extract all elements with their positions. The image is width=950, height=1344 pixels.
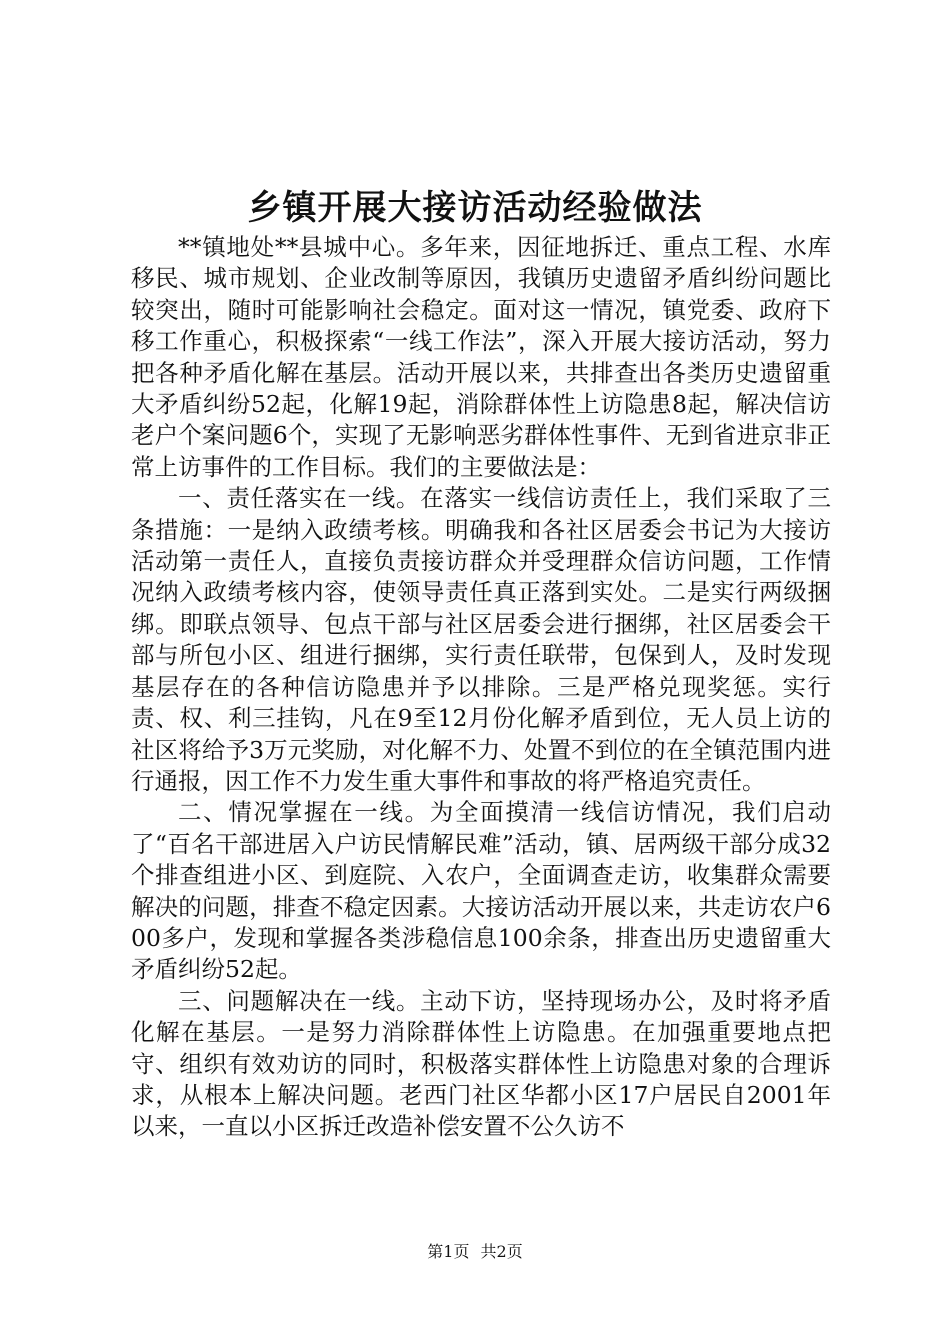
document-body <box>131 232 831 1143</box>
paragraph-problem-solving: 三、问题解决在一线。主动下访，坚持现场办公，及时将矛盾化解在基层。一是努力消除群体性上访隐患。在加强重要地点把守、组织有效劝访的同时，积极落实群体性上访隐患对象的合理诉求，从根本上解决问题。老西门社区华都小区17户居民自2001年以来，一直以小区拆迁改造补偿安置不公久访不 <box>131 986 831 1141</box>
page-number: 第1页 <box>427 1242 470 1261</box>
document-title: 乡镇开展大接访活动经验做法 <box>247 188 703 228</box>
paragraph-situation: 二、情况掌握在一线。为全面摸清一线信访情况，我们启动了“百名干部进居入户访民情解民难”活动，镇、居两级干部分成32个排查组进小区、到庭院、入农户，全面调查走访，收集群众需要解决的问题，排查不稳定因素。大接访活动开展以来，共走访农户600多户，发现和掌握各类涉稳信息100余条，排查出历史遗留重大矛盾纠纷52起。 <box>131 798 831 984</box>
page-footer <box>0 1240 950 1264</box>
page-total: 共2页 <box>480 1242 523 1261</box>
paragraph-intro: **镇地处**县城中心。多年来，因征地拆迁、重点工程、水库移民、城市规划、企业改制等原因，我镇历史遗留矛盾纠纷问题比较突出，随时可能影响社会稳定。面对这一情况，镇党委、政府下移工作重心，积极探索“一线工作法”，深入开展大接访活动，努力把各种矛盾化解在基层。活动开展以来，共排查出各类历史遗留重大矛盾纠纷52起，化解19起，消除群体性上访隐患8起，解决信访老户个案问题6个，实现了无影响恶劣群体性事件、无到省进京非正常上访事件的工作目标。我们的主要做法是： <box>131 233 831 481</box>
paragraph-responsibility: 一、责任落实在一线。在落实一线信访责任上，我们采取了三条措施：一是纳入政绩考核。明确我和各社区居委会书记为大接访活动第一责任人，直接负责接访群众并受理群众信访问题，工作情况纳入政绩考核内容，使领导责任真正落到实处。二是实行两级捆绑。即联点领导、包点干部与社区居委会进行捆绑，社区居委会干部与所包小区、组进行捆绑，实行责任联带，包保到人，及时发现基层存在的各种信访隐患并予以排除。三是严格兑现奖惩。实行责、权、利三挂钩，凡在9至12月份化解矛盾到位，无人员上访的社区将给予3万元奖励，对化解不力、处置不到位的在全镇范围内进行通报，因工作不力发生重大事件和事故的将严格追究责任。 <box>131 484 831 795</box>
